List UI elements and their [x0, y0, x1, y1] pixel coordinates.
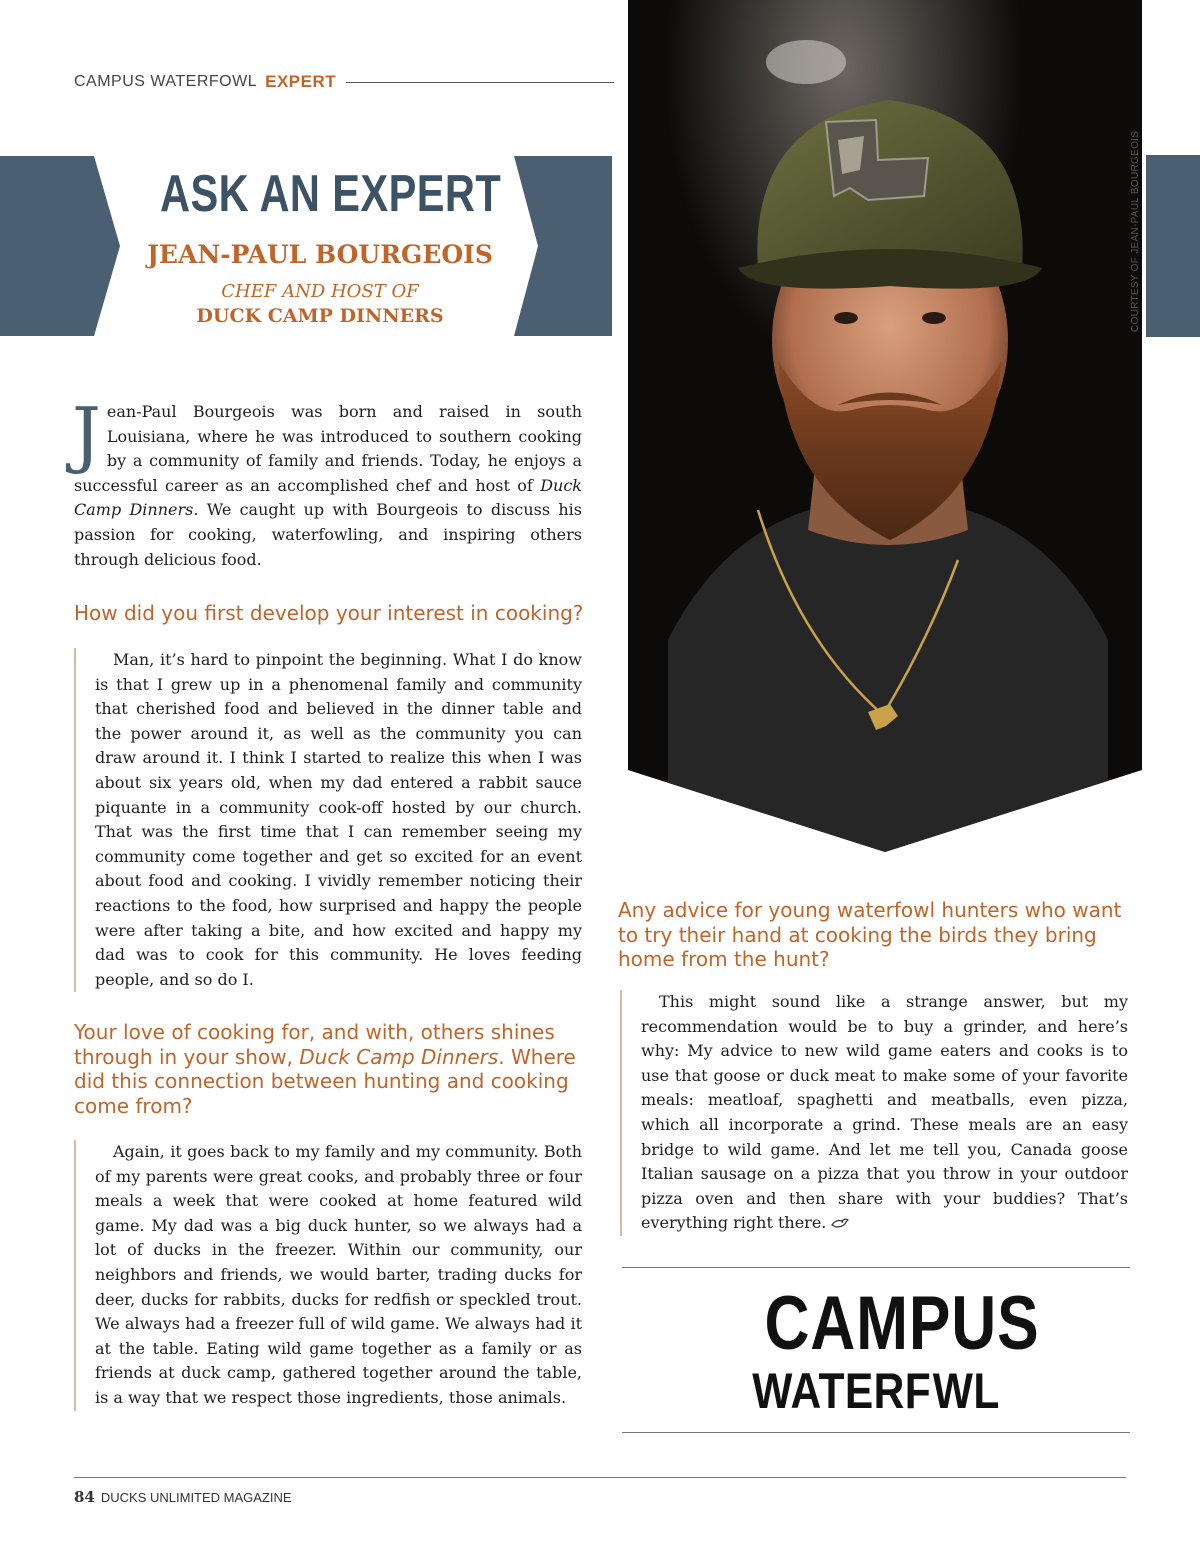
banner-edge-tab [1146, 155, 1200, 337]
logo-campus: CAMPUS [764, 1281, 1040, 1366]
banner-left-chevron [0, 156, 120, 336]
photo-credit: COURTESY OF JEAN-PAUL BOURGEOIS [1130, 130, 1141, 332]
page-number: 84 [74, 1488, 95, 1506]
portrait-photo [628, 0, 1142, 852]
logo-waterfowl-a: WATERF [752, 1363, 932, 1419]
page-title: ASK AN EXPERT [160, 165, 502, 223]
publication-name: DUCKS UNLIMITED MAGAZINE [100, 1490, 292, 1505]
answer-3 [620, 990, 1128, 1236]
duck-end-mark-icon [830, 1215, 850, 1229]
header-rule [346, 82, 614, 83]
question-2-text-a: Your love of cooking for, and with, others shines through in your show, [74, 1020, 555, 1069]
expert-name: JEAN-PAUL BOURGEOIS [147, 240, 493, 269]
logo-waterfowl [752, 1361, 1000, 1421]
question-2 [74, 1020, 594, 1118]
question-2-show-title: Duck Camp Dinners [299, 1044, 499, 1069]
expert-role: CHEF AND HOST OF [221, 281, 419, 302]
footer [74, 1488, 292, 1506]
answer-1 [74, 648, 582, 992]
banner-right-chevron [514, 156, 612, 336]
intro-show-title: Duck Camp Dinners [74, 475, 582, 520]
answer-2 [74, 1140, 582, 1411]
answer-2-text: Again, it goes back to my family and my community. Both of my parents were great cooks, and probably three or four meals a week that were cooked at home featured wild game. My dad was a big duck hunter, so we always had a lot of ducks in the freezer. Within our community, our neighbors and friends, we would barter, trading ducks for deer, ducks for rabbits, ducks for redfish or speckled trout. We always had a freezer full of wild game. We always had it at the table. Eating wild game together as a family or as friends at duck camp, gathered together around the table, is a way that we respect those ingredients, those animals. [95, 1142, 582, 1407]
intro-text-a: ean-Paul Bourgeois was born and raised in south Louisiana, where he was introduced to southern cooking by a community of family and friends. Today, he enjoys a successful career as an accomplished chef and host of [74, 402, 582, 495]
answer-3-text: This might sound like a strange answer, but my recommendation would be to buy a grinder, and here’s why: My advice to new wild game eaters and cooks is to use that goose or duck meat to make some of your favorite meals: meatloaf, spaghetti and meatballs, even pizza, which all incorporate a grind. These meals are an easy bridge to wild game. And let me tell you, Canada goose Italian sausage on a pizza that you throw in your outdoor pizza oven and then share with your buddies? That’s everything right there. [641, 992, 1128, 1233]
logo-rule-bottom [622, 1432, 1130, 1433]
question-3: Any advice for young waterfowl hunters who want to try their hand at cooking the birds they bring home from the hunt? [618, 898, 1122, 972]
section-name: CAMPUS WATERFOWL [74, 73, 258, 90]
section-accent: EXPERT [265, 72, 337, 91]
answer-1-text: Man, it’s hard to pinpoint the beginning. What I do know is that I grew up in a phenomenal family and community that cherished food and believed in the dinner table and the power around it, as well as the community you can draw around it. I think I started to realize this when I was about six years old, when my dad entered a rabbit sauce piquante in a community cook-off hosted by our church. That was the first time that I can remember seeing my community come together and get so excited for an event about food and cooking. I vividly remember noticing their reactions to the food, how surprised and happy the people were after taking a bite, and how excited and happy my dad was to cook for this community. He loves feeding people, and so do I. [95, 650, 582, 989]
drop-cap: J [72, 392, 101, 476]
footer-rule [74, 1477, 1126, 1478]
section-header [74, 70, 614, 94]
logo-rule-top [622, 1267, 1130, 1268]
intro-paragraph [72, 392, 582, 572]
question-2-text-b: . Where did this connection between hunting and cooking come from? [74, 1044, 576, 1118]
intro-text-b: . We caught up with Bourgeois to discuss his passion for cooking, waterfowling, and inspiring others through delicious food. [74, 500, 582, 569]
show-name: DUCK CAMP DINNERS [196, 305, 444, 327]
logo-waterfowl-b: WL [932, 1363, 1000, 1419]
question-1: How did you first develop your interest in cooking? [74, 601, 584, 625]
